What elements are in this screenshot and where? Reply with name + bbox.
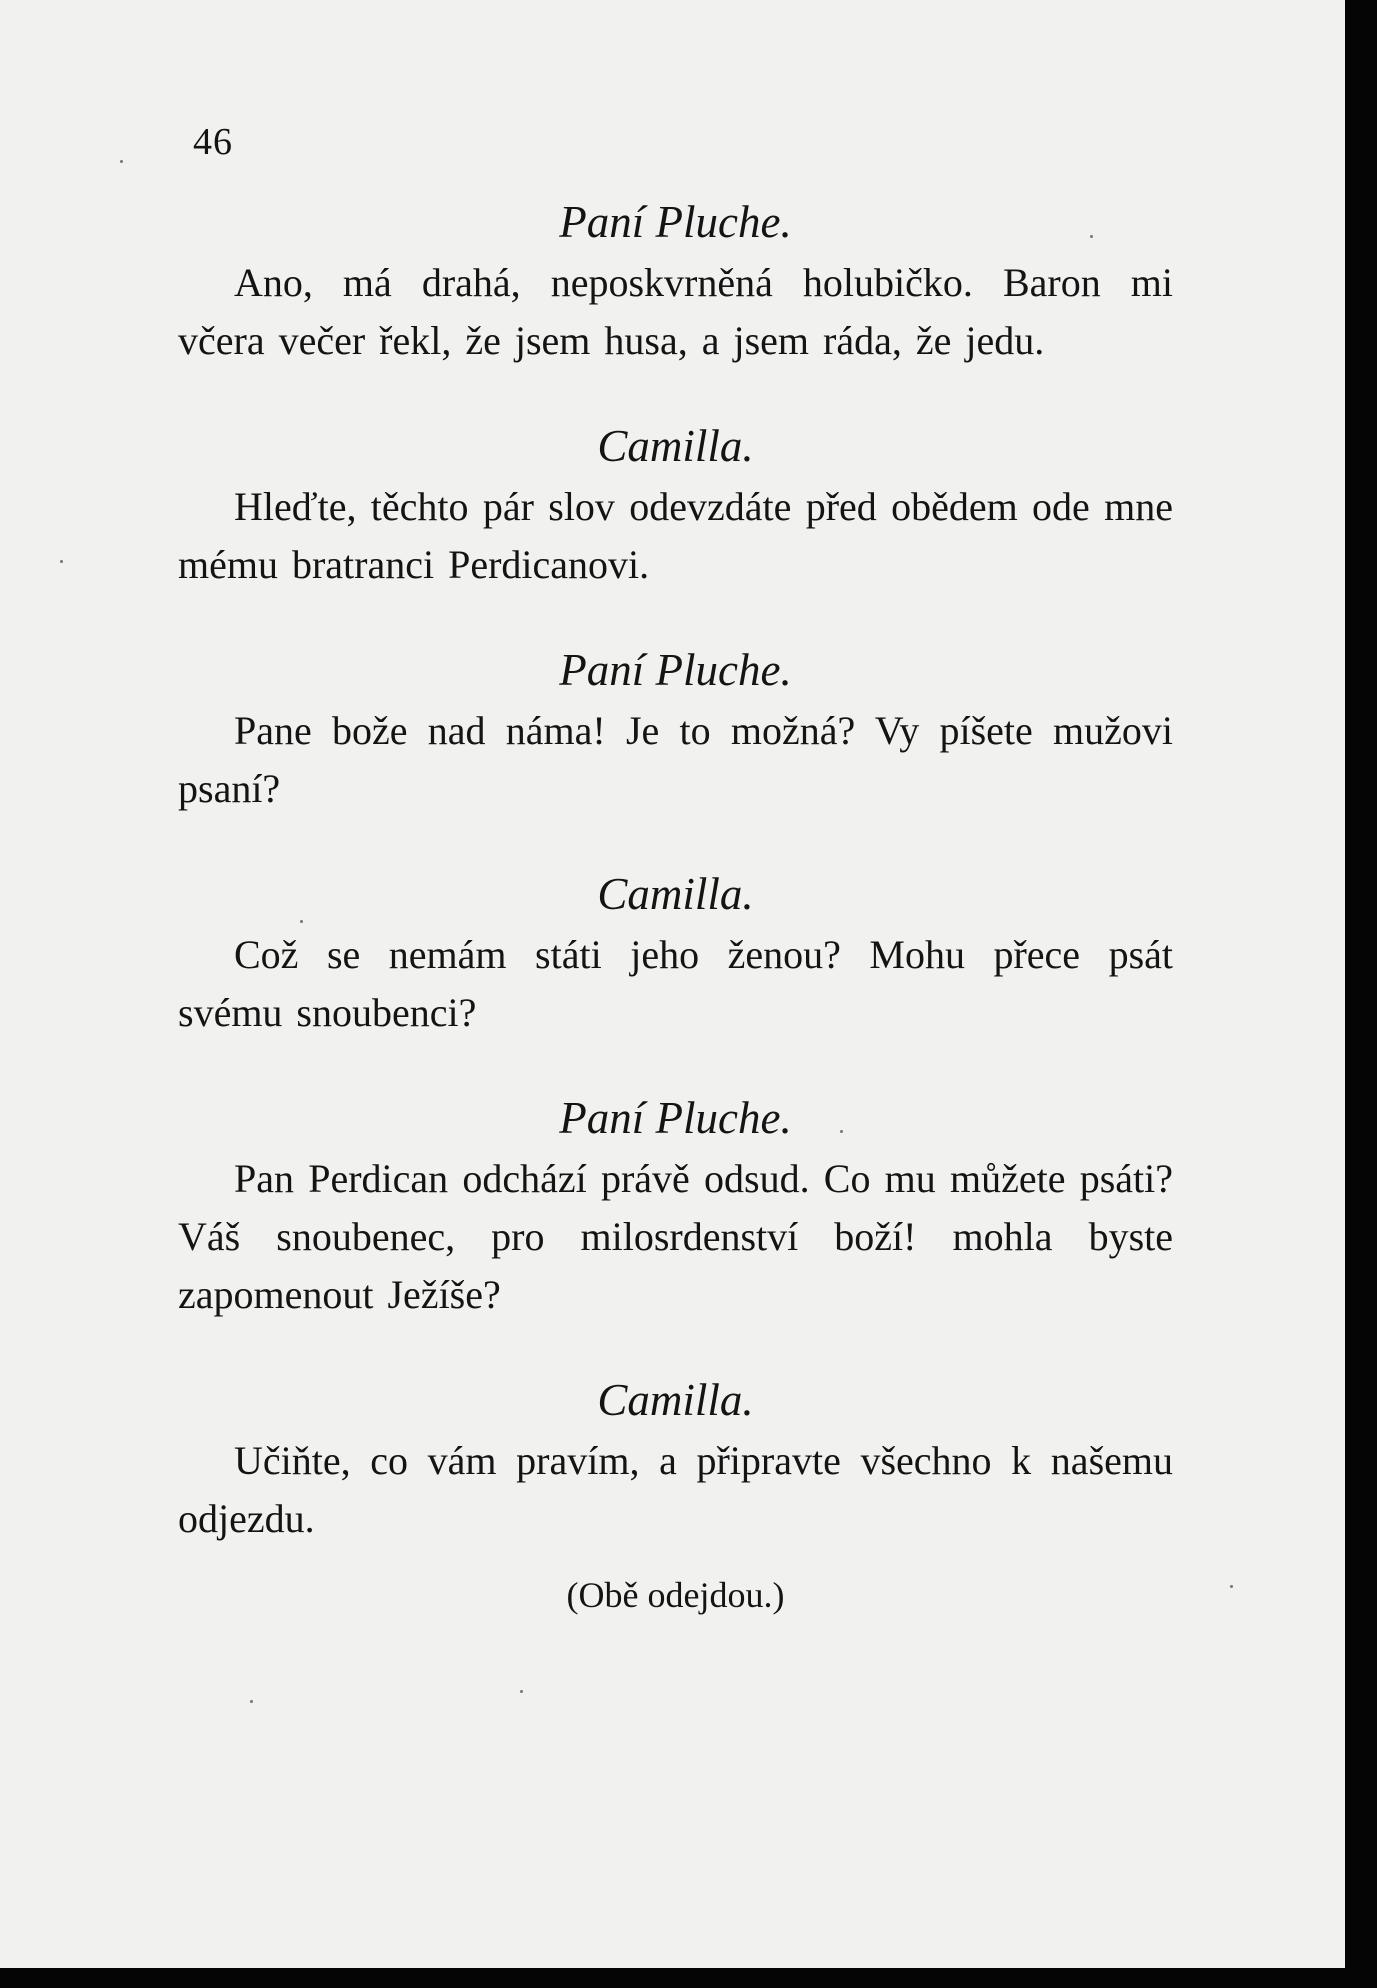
dialogue-block xyxy=(178,1090,1173,1324)
speaker-name: Paní Pluche. xyxy=(559,645,792,695)
page-bottom-shadow xyxy=(0,1968,1377,1988)
speech-text: Což se nemám státi jeho ženou? Mohu přece psát svému snoubenci? xyxy=(178,932,1173,1035)
speaker-name: Paní Pluche. xyxy=(559,197,792,247)
paper-speck xyxy=(520,1690,523,1693)
paper-speck xyxy=(60,560,63,563)
stage-direction: (Obě odejdou.) xyxy=(566,1575,785,1615)
speech-text: Ano, má drahá, neposkvrněná holubičko. Baron mi včera večer řekl, že jsem husa, a jsem ráda, že jedu. xyxy=(178,260,1173,363)
speaker-name: Camilla. xyxy=(597,869,754,919)
paper-speck xyxy=(120,160,123,163)
page-number: 46 xyxy=(193,121,233,163)
dialogue-block xyxy=(178,642,1173,818)
speaker-name: Camilla. xyxy=(597,421,754,471)
paper-speck xyxy=(1090,235,1093,238)
paper-speck xyxy=(840,1130,843,1133)
dialogue-block xyxy=(178,1372,1173,1548)
dialogue-block xyxy=(178,418,1173,594)
speaker-name: Camilla. xyxy=(597,1375,754,1425)
speech-text: Pane bože nad náma! Je to možná? Vy píšete mužovi psaní? xyxy=(178,708,1173,811)
dialogue-block xyxy=(178,194,1173,370)
speech-text: Pan Perdican odchází právě odsud. Co mu můžete psáti? Váš snoubenec, pro milosrdenství boží! mohla byste zapomenout Ježíše? xyxy=(178,1156,1173,1317)
speech-text: Učiňte, co vám pravím, a připravte všechno k našemu odjezdu. xyxy=(178,1438,1173,1541)
paper-speck xyxy=(250,1700,253,1703)
paper-speck xyxy=(300,920,303,923)
speaker-name: Paní Pluche. xyxy=(559,1093,792,1143)
dialogue-text xyxy=(178,194,1173,1616)
paper-speck xyxy=(1230,1585,1233,1588)
page-edge-shadow xyxy=(1345,0,1377,1988)
speech-text: Hleďte, těchto pár slov odevzdáte před obědem ode mne mému bratranci Perdicanovi. xyxy=(178,484,1173,587)
dialogue-block xyxy=(178,866,1173,1042)
